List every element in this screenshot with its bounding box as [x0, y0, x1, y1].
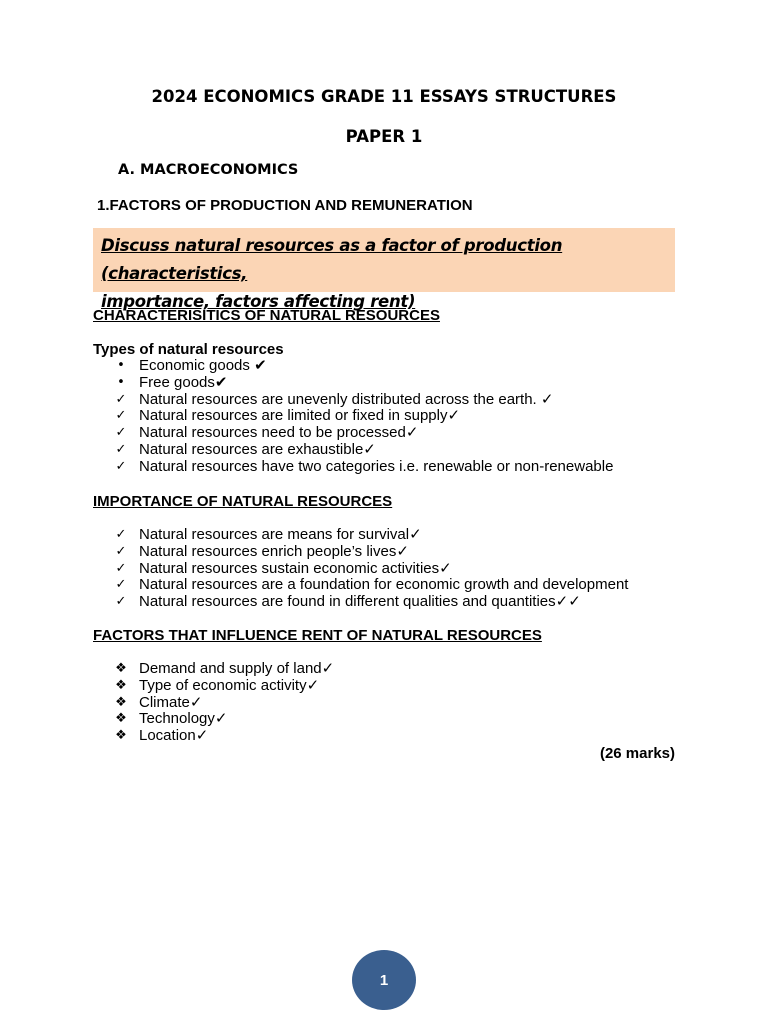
types-subheading: Types of natural resources: [93, 341, 284, 358]
factors-list: [0, 661, 334, 745]
list-item: [0, 678, 334, 695]
list-item-text: Economic goods ✔: [139, 357, 267, 374]
diamond-bullet-icon: ❖: [115, 694, 127, 710]
checkmark-icon: ✓: [115, 458, 127, 474]
diamond-bullet-icon: ❖: [115, 728, 127, 744]
list-item: [0, 544, 628, 561]
list-item: [0, 728, 334, 745]
characteristics-heading: CHARACTERISITICS OF NATURAL RESOURCES: [93, 307, 440, 324]
list-item-text: Natural resources are exhaustible✓: [139, 440, 376, 458]
checkmark-icon: ✓: [115, 391, 127, 407]
checkmark-icon: ✓: [115, 594, 127, 610]
list-item: [0, 661, 334, 678]
list-item-text: Natural resources enrich people’s lives✓: [139, 542, 409, 560]
list-item-text: Natural resources sustain economic activities✓: [139, 559, 452, 577]
marks-total: (26 marks): [599, 745, 675, 762]
list-item-text: Free goods✔: [139, 373, 228, 391]
paper-title: PAPER 1: [345, 127, 423, 146]
subsection-heading: 1.FACTORS OF PRODUCTION AND REMUNERATION: [97, 197, 473, 214]
section-heading: A. MACROECONOMICS: [118, 162, 299, 178]
list-item-text: Natural resources are unevenly distributed across the earth. ✓: [139, 390, 554, 408]
checkmark-icon: ✓: [115, 560, 127, 576]
importance-heading: IMPORTANCE OF NATURAL RESOURCES: [93, 493, 393, 510]
list-item: [0, 425, 613, 442]
list-item-text: Natural resources are limited or fixed in supply✓: [139, 407, 461, 425]
list-item: [0, 358, 613, 375]
list-item-text: Demand and supply of land✓: [139, 660, 335, 677]
diamond-bullet-icon: ❖: [115, 677, 127, 693]
list-item-text: Technology✓: [139, 710, 228, 728]
list-item-text: Type of economic activity✓: [139, 676, 320, 694]
list-item-text: Natural resources are found in different qualities and quantities✓✓: [139, 593, 581, 611]
checkmark-icon: ✓: [115, 543, 127, 559]
factors-heading: FACTORS THAT INFLUENCE RENT OF NATURAL RESOURCES: [93, 627, 542, 644]
question-line-1: Discuss natural resources as a factor of production (characteristics,: [101, 236, 563, 283]
diamond-bullet-icon: ❖: [115, 661, 127, 676]
question-banner: [93, 228, 675, 311]
bullet-icon: •: [117, 358, 125, 373]
list-item: [0, 561, 628, 578]
list-item: [0, 577, 628, 594]
list-item: [0, 594, 628, 611]
list-item-text: Natural resources are means for survival✓: [139, 526, 422, 543]
question-line-2: importance, factors affecting rent): [101, 292, 416, 311]
list-item-text: Climate✓: [139, 693, 203, 711]
list-item: [0, 392, 613, 409]
list-item: [0, 459, 613, 476]
list-item-text: Location✓: [139, 727, 209, 745]
list-item: [0, 695, 334, 712]
list-item: [0, 442, 613, 459]
list-item: [0, 408, 613, 425]
checkmark-icon: ✓: [115, 408, 127, 424]
list-item: [0, 375, 613, 392]
checkmark-icon: ✓: [115, 527, 127, 542]
list-item-text: Natural resources have two categories i.e. renewable or non-renewable: [139, 457, 614, 475]
document-title: 2024 ECONOMICS GRADE 11 ESSAYS STRUCTURES: [151, 87, 617, 106]
checkmark-icon: ✓: [115, 577, 127, 593]
page-number-badge: 1: [352, 950, 416, 1010]
diamond-bullet-icon: ❖: [115, 711, 127, 727]
checkmark-icon: ✓: [115, 425, 127, 441]
characteristics-list: [0, 358, 613, 476]
bullet-icon: •: [117, 374, 125, 390]
list-item-text: Natural resources need to be processed✓: [139, 424, 419, 442]
list-item-text: Natural resources are a foundation for economic growth and development: [139, 576, 629, 594]
checkmark-icon: ✓: [115, 441, 127, 457]
list-item: [0, 711, 334, 728]
list-item: [0, 527, 628, 544]
importance-list: [0, 527, 628, 611]
